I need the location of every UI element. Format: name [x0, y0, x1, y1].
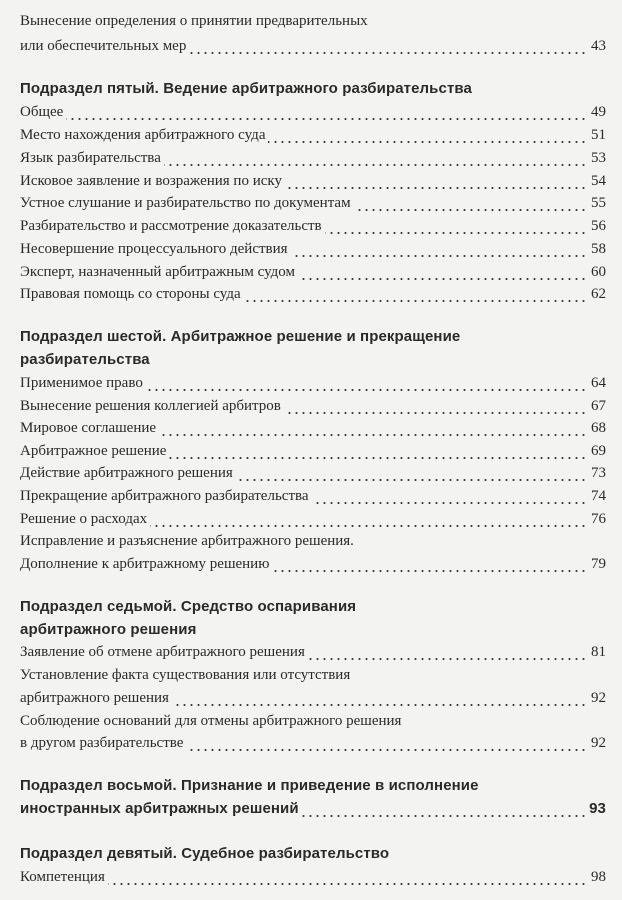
toc-entry	[20, 710, 606, 732]
entry-page: 74	[588, 485, 606, 507]
heading-text: Подраздел девятый. Судебное разбирательство	[20, 845, 392, 862]
section-heading	[20, 596, 606, 618]
toc-entry	[20, 101, 606, 123]
entry-page: 92	[588, 732, 606, 754]
toc-entry	[20, 641, 606, 663]
entry-title: Правовая помощь со стороны суда	[20, 286, 244, 302]
toc-entry	[20, 664, 606, 686]
entry-page: 56	[588, 215, 606, 237]
entry-page: 62	[588, 283, 606, 305]
entry-page: 58	[588, 238, 606, 260]
entry-title: Решение о расходах	[20, 511, 150, 527]
section-heading	[20, 78, 606, 100]
entry-title: арбитражного решения	[20, 690, 172, 706]
toc-entry	[20, 395, 606, 417]
heading-text: разбирательства	[20, 351, 153, 368]
entry-page: 43	[588, 35, 606, 57]
toc-entry	[20, 508, 606, 530]
heading-text: Подраздел пятый. Ведение арбитражного разбирательства	[20, 80, 475, 97]
toc-entry	[20, 283, 606, 305]
heading-text: Подраздел шестой. Арбитражное решение и прекращение	[20, 328, 463, 345]
entry-page: 51	[588, 124, 606, 146]
toc-entry	[20, 462, 606, 484]
entry-page: 64	[588, 372, 606, 394]
entry-title: Вынесение определения о принятии предварительных	[20, 13, 371, 29]
entry-title: Арбитражное решение	[20, 443, 169, 459]
section-heading	[20, 798, 606, 820]
toc-entry	[20, 170, 606, 192]
heading-text: арбитражного решения	[20, 621, 199, 638]
toc-entry	[20, 530, 606, 552]
toc-entry	[20, 124, 606, 146]
entry-page: 55	[588, 192, 606, 214]
section-heading	[20, 843, 606, 865]
entry-page: 81	[588, 641, 606, 663]
entry-page: 49	[588, 101, 606, 123]
entry-page: 54	[588, 170, 606, 192]
entry-title: Дополнение к арбитражному решению	[20, 556, 272, 572]
entry-title: Эксперт, назначенный арбитражным судом	[20, 264, 298, 280]
entry-page: 60	[588, 261, 606, 283]
entry-page: 67	[588, 395, 606, 417]
entry-page: 98	[588, 866, 606, 888]
toc-entry	[20, 440, 606, 462]
entry-title: Компетенция	[20, 869, 108, 885]
toc-entry	[20, 687, 606, 709]
entry-title: Вынесение решения коллегией арбитров	[20, 398, 284, 414]
heading-text: Подраздел седьмой. Средство оспаривания	[20, 598, 359, 615]
section-heading	[20, 619, 606, 641]
entry-title: Исправление и разъяснение арбитражного решения.	[20, 533, 357, 549]
toc-entry	[20, 553, 606, 575]
toc-entry	[20, 417, 606, 439]
toc-entry	[20, 35, 606, 57]
toc-entry	[20, 372, 606, 394]
entry-page: 79	[588, 553, 606, 575]
entry-title: Установление факта существования или отсутствия	[20, 667, 353, 683]
toc-entry	[20, 238, 606, 260]
entry-page: 69	[588, 440, 606, 462]
toc-entry	[20, 732, 606, 754]
entry-title: Устное слушание и разбирательство по документам	[20, 195, 354, 211]
heading-text: Подраздел восьмой. Признание и приведение в исполнение	[20, 777, 482, 794]
section-heading	[20, 775, 606, 797]
entry-title: Заявление об отмене арбитражного решения	[20, 644, 308, 660]
entry-title: в другом разбирательстве	[20, 735, 186, 751]
entry-title: Язык разбирательства	[20, 150, 164, 166]
toc-entry	[20, 10, 606, 32]
entry-title: Разбирательство и рассмотрение доказательств	[20, 218, 325, 234]
toc-entry	[20, 215, 606, 237]
entry-page: 53	[588, 147, 606, 169]
section-heading	[20, 349, 606, 371]
entry-title: Несовершение процессуального действия	[20, 241, 291, 257]
toc-entry	[20, 147, 606, 169]
entry-title: Мировое соглашение	[20, 420, 159, 436]
entry-page: 93	[586, 798, 606, 820]
toc-entry	[20, 485, 606, 507]
heading-text: иностранных арбитражных решений	[20, 800, 302, 817]
entry-page: 76	[588, 508, 606, 530]
entry-title: Прекращение арбитражного разбирательства	[20, 488, 312, 504]
entry-title: Применимое право	[20, 375, 146, 391]
entry-title: Исковое заявление и возражения по иску	[20, 173, 285, 189]
entry-title: Общее	[20, 104, 66, 120]
entry-page: 73	[588, 462, 606, 484]
entry-title: Место нахождения арбитражного суда	[20, 127, 268, 143]
entry-title: Соблюдение оснований для отмены арбитражного решения	[20, 713, 404, 729]
toc-entry	[20, 192, 606, 214]
toc-entry	[20, 261, 606, 283]
entry-page: 92	[588, 687, 606, 709]
entry-title: Действие арбитражного решения	[20, 465, 236, 481]
entry-page: 68	[588, 417, 606, 439]
entry-title: или обеспечительных мер	[20, 38, 189, 54]
section-heading	[20, 326, 606, 348]
toc-entry	[20, 866, 606, 888]
